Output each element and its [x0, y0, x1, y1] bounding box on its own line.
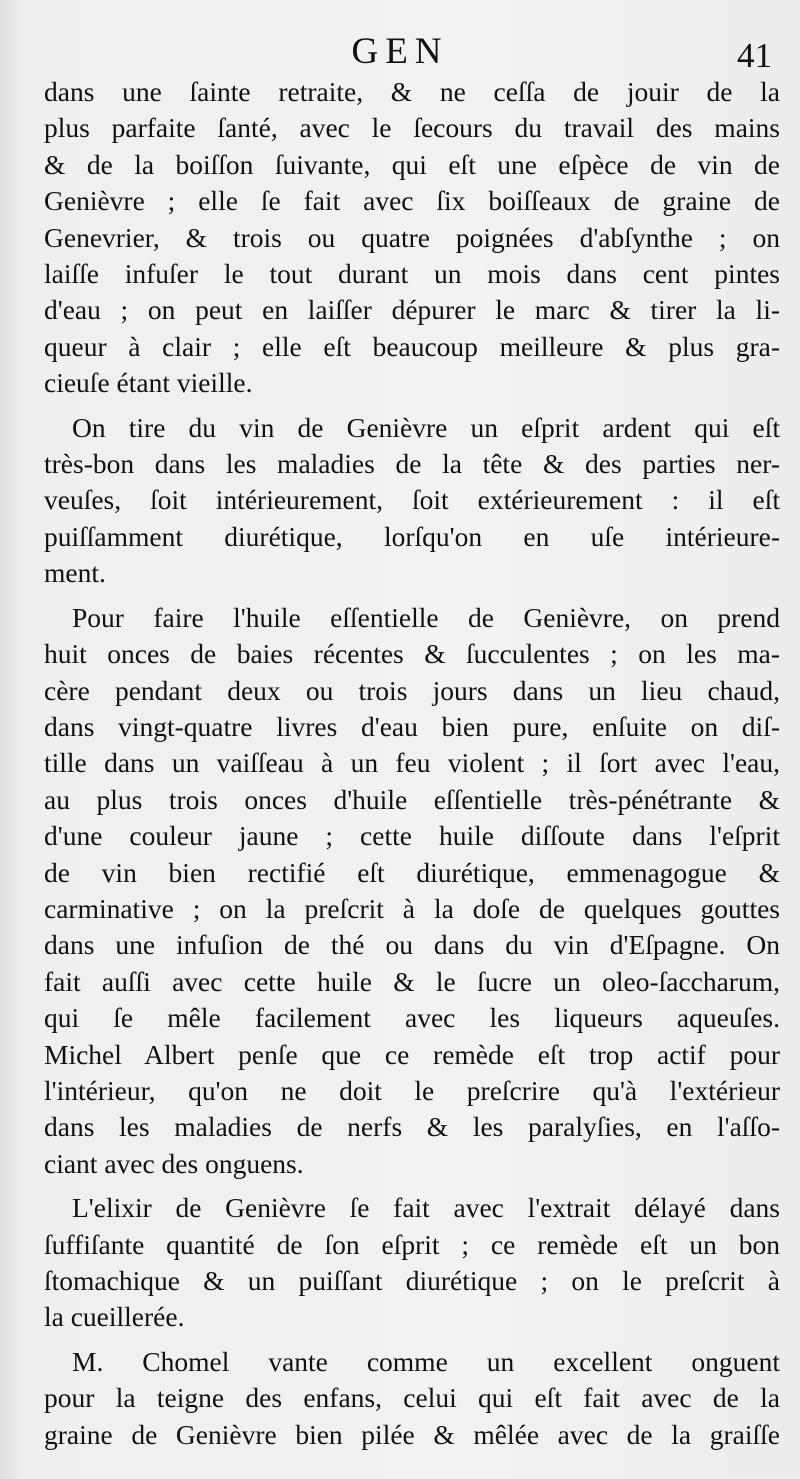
body-text: [44, 74, 780, 1453]
text-line: au plus trois onces d'huile eſſentielle très-pénétrante &: [44, 783, 780, 815]
paragraph-5: [44, 1344, 780, 1453]
text-line: dans les maladies de nerfs & les paralyſies, en l'aſſo-: [44, 1111, 780, 1143]
text-line: graine de Genièvre bien pilée & mêlée avec de la graiſſe: [44, 1418, 780, 1450]
text-line: cère pendant deux ou trois jours dans un lieu chaud,: [44, 674, 780, 706]
text-line: dans une infuſion de thé ou dans du vin d'Eſpagne. On: [44, 929, 780, 961]
text-line: tille dans un vaiſſeau à un feu violent ; il ſort avec l'eau,: [44, 747, 780, 779]
running-head: GEN: [351, 31, 449, 72]
text-line: ciant avec des onguens.: [44, 1147, 304, 1179]
text-line: dans vingt-quatre livres d'eau bien pure, enſuite on diſ-: [44, 710, 780, 742]
page-number: 41: [737, 36, 772, 75]
text-line: ſuffiſante quantité de ſon eſprit ; ce remède eſt un bon: [44, 1228, 780, 1260]
paragraph-gap: [44, 1182, 780, 1190]
text-line: queur à clair ; elle eſt beaucoup meilleure & plus gra-: [44, 330, 780, 362]
text-line: qui ſe mêle facilement avec les liqueurs aqueuſes.: [44, 1002, 780, 1034]
text-line: cieuſe étant vieille.: [44, 367, 253, 399]
paragraph-1: [44, 74, 780, 402]
text-line: M. Chomel vante comme un excellent onguent: [72, 1345, 780, 1377]
text-line: Michel Albert penſe que ce remède eſt trop actif pour: [44, 1038, 780, 1070]
text-line: ment.: [44, 557, 106, 589]
text-line: huit onces de baies récentes & ſucculentes ; on les ma-: [44, 638, 780, 670]
paragraph-3: [44, 600, 780, 1183]
text-line: carminative ; on la preſcrit à la doſe de quelques gouttes: [44, 892, 780, 924]
text-line: très-bon dans les maladies de la tête & des parties ner-: [44, 448, 780, 480]
text-line: & de la boiſſon ſuivante, qui eſt une eſpèce de vin de: [44, 148, 780, 180]
text-line: de vin bien rectifié eſt diurétique, emmenagogue &: [44, 856, 780, 888]
paragraph-2: [44, 410, 780, 592]
text-line: Genièvre ; elle ſe fait avec ſix boiſſeaux de graine de: [44, 185, 780, 217]
text-line: plus parfaite ſanté, avec le ſecours du travail des mains: [44, 112, 780, 144]
text-line: Pour faire l'huile eſſentielle de Genièvre, on prend: [72, 601, 780, 633]
text-line: veuſes, ſoit intérieurement, ſoit extérieurement : il eſt: [44, 484, 780, 516]
paragraph-4: [44, 1190, 780, 1336]
text-line: Genevrier, & trois ou quatre poignées d'abſynthe ; on: [44, 221, 780, 253]
text-line: d'une couleur jaune ; cette huile diſſoute dans l'eſprit: [44, 820, 780, 852]
text-line: dans une ſainte retraite, & ne ceſſa de jouir de la: [44, 76, 780, 107]
paragraph-gap: [44, 592, 780, 600]
text-line: L'elixir de Genièvre ſe fait avec l'extrait délayé dans: [72, 1192, 780, 1224]
paragraph-gap: [44, 1336, 780, 1344]
text-line: laiſſe infuſer le tout durant un mois dans cent pintes: [44, 258, 780, 290]
text-line: d'eau ; on peut en laiſſer dépurer le marc & tirer la li-: [44, 294, 780, 326]
text-line: On tire du vin de Genièvre un eſprit ardent qui eſt: [72, 411, 780, 443]
text-line: l'intérieur, qu'on ne doit le preſcrire qu'à l'extérieur: [44, 1074, 780, 1106]
text-line: ſtomachique & un puiſſant diurétique ; on le preſcrit à: [44, 1265, 780, 1296]
paragraph-gap: [44, 402, 780, 410]
text-line: pour la teigne des enfans, celui qui eſt fait avec de la: [44, 1382, 780, 1414]
text-line: la cueillerée.: [44, 1301, 185, 1333]
text-line: puiſſamment diurétique, lorſqu'on en uſe intérieure-: [44, 520, 780, 552]
text-line: fait auſſi avec cette huile & le ſucre un oleo-ſaccharum,: [44, 965, 780, 997]
